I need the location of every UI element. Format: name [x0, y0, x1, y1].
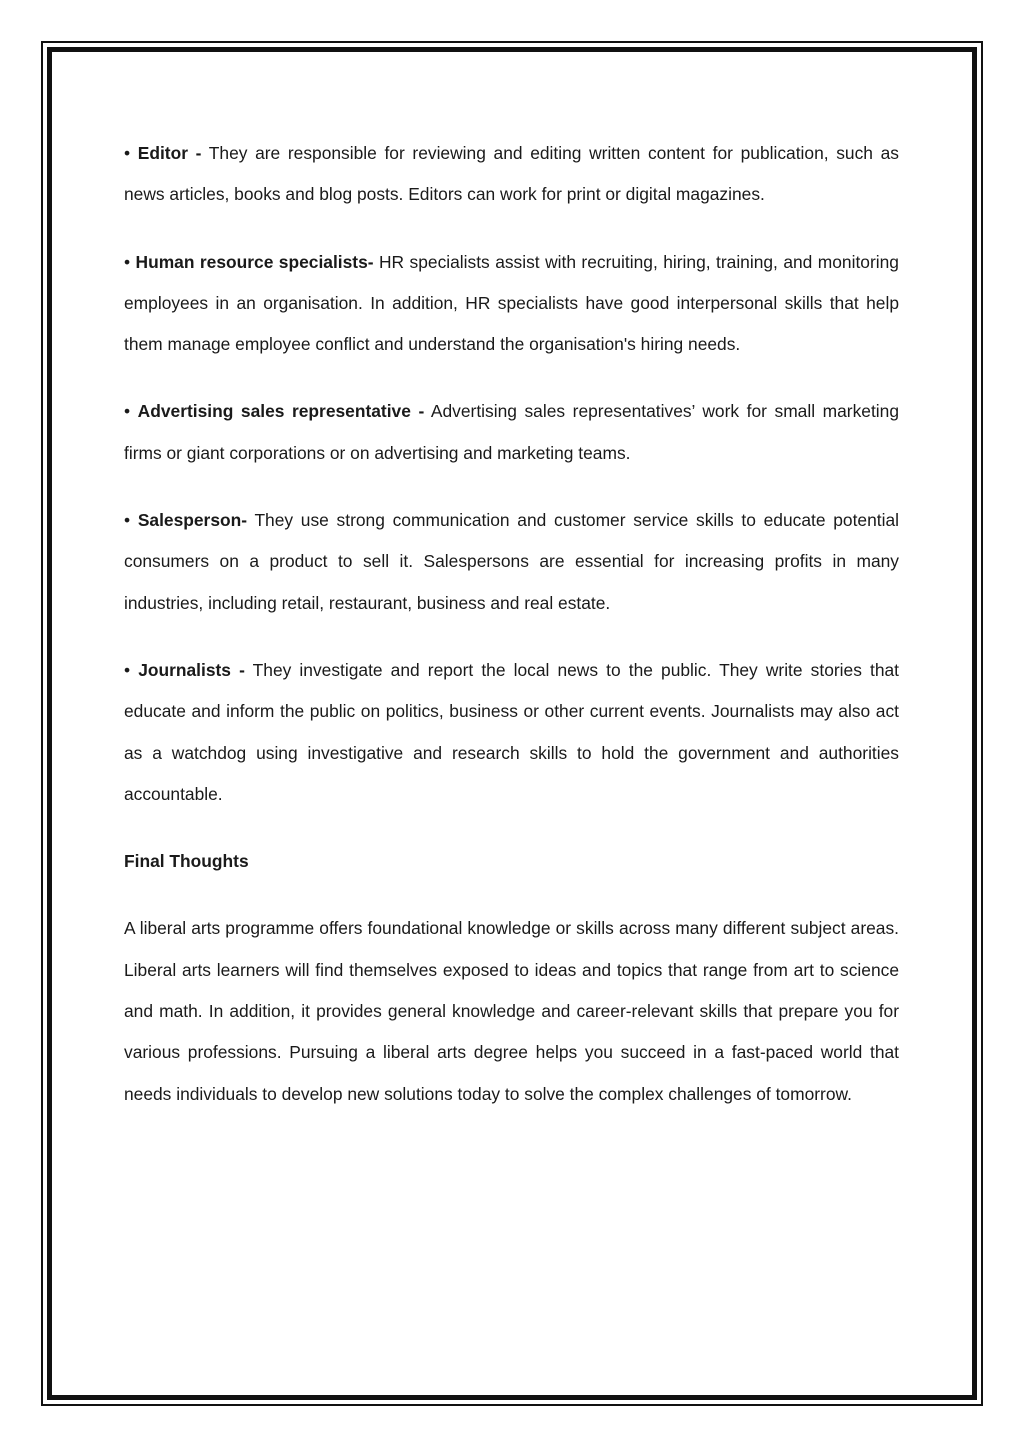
- bullet-text: They are responsible for reviewing and editing written content for publication, such as news articles, books and blog posts. Editors can work for print or digital magazines.: [124, 143, 899, 205]
- bullet-term: Journalists -: [138, 659, 245, 680]
- bullet-editor: [124, 133, 899, 216]
- bullet-term: Editor -: [137, 143, 202, 163]
- final-thoughts-paragraph: A liberal arts programme offers foundational knowledge or skills across many different subject areas. Liberal arts learners will find themselves exposed to ideas and topics that range from art to science and math. In addition, it provides general knowledge and career-relevant skills that prepare you for various professions. Pursuing a liberal arts degree helps you succeed in a fast-paced world that needs individuals to develop new solutions today to solve the complex challenges of tomorrow.: [124, 918, 899, 1104]
- bullet-journalists: [124, 650, 899, 815]
- final-thoughts-heading: Final Thoughts: [124, 851, 249, 872]
- bullet-text: They investigate and report the local news to the public. They write stories that educate and inform the public on politics, business or other current events. Journalists may also act as a watchdog using investigative and research skills to hold the government and authorities accountable.: [124, 659, 899, 804]
- bullet-marker: •: [124, 251, 131, 272]
- bullet-marker: •: [124, 659, 131, 680]
- bullet-marker: •: [124, 143, 131, 163]
- bullet-hr-specialists: [124, 242, 899, 366]
- bullet-text: They use strong communication and customer service skills to educate potential consumers on a product to sell it. Salespersons are essential for increasing profits in many industries, including retail, restaurant, business and real estate.: [124, 510, 899, 613]
- bullet-marker: •: [124, 401, 131, 422]
- bullet-text: Advertising sales representatives’ work for small marketing firms or giant corporations or on advertising and marketing teams.: [124, 401, 900, 463]
- bullet-text: HR specialists assist with recruiting, hiring, training, and monitoring employees in an organisation. In addition, HR specialists have good interpersonal skills that help them manage employee conflict and understand the organisation's hiring needs.: [124, 251, 899, 355]
- bullet-advertising-sales: [124, 391, 899, 474]
- bullet-term: Salesperson-: [137, 510, 248, 531]
- bullet-term: Advertising sales representative -: [137, 401, 425, 422]
- bullet-term: Human resource specialists-: [135, 251, 374, 272]
- page-content: [124, 133, 899, 1141]
- bullet-salesperson: [124, 500, 899, 624]
- bullet-marker: •: [124, 510, 131, 531]
